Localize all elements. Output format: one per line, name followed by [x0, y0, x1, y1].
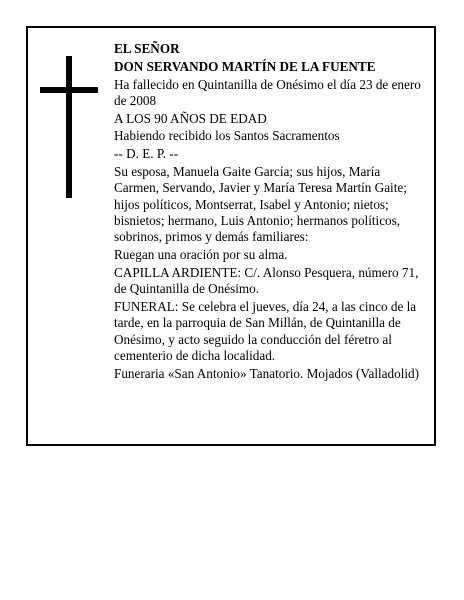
obituary-notice — [26, 26, 436, 446]
sacraments-line: Habiendo recibido los Santos Sacramentos — [114, 128, 340, 144]
age-line: A LOS 90 AÑOS DE EDAD — [114, 110, 267, 126]
rip-line: -- D. E. P. -- — [114, 146, 179, 162]
cross-horizontal-bar — [40, 87, 98, 93]
obituary-text — [114, 41, 422, 383]
cross-vertical-bar — [66, 56, 72, 198]
family-paragraph: Su esposa, Manuela Gaite García; sus hijos, María Carmen, Servando, Javier y María Teresa Martín Gaite; hijos políticos, Montserrat, Isabel y Antonio; nietos; bisnietos; hermano, Luis Antonio; hermanos políticos, sobrinos, primos y demás familiares: — [114, 164, 407, 245]
funeral-home-line: Funeraria «San Antonio» Tanatorio. Mojados (Valladolid) — [114, 365, 420, 381]
latin-cross-icon — [40, 56, 98, 198]
deceased-name: DON SERVANDO MARTÍN DE LA FUENTE — [114, 58, 376, 74]
heading-title: EL SEÑOR — [114, 41, 180, 56]
funeral-paragraph: FUNERAL: Se celebra el jueves, día 24, a las cinco de la tarde, en la parroquia de San Millán, de Quintanilla de Onésimo, y acto seguido la conducción del féretro al cementerio de dicha localidad. — [114, 298, 417, 363]
prayer-line: Ruegan una oración por su alma. — [114, 247, 288, 263]
chapel-paragraph: CAPILLA ARDIENTE: C/. Alonso Pesquera, número 71, de Quintanilla de Onésimo. — [114, 264, 419, 297]
death-statement: Ha fallecido en Quintanilla de Onésimo el día 23 de enero de 2008 — [114, 76, 421, 108]
